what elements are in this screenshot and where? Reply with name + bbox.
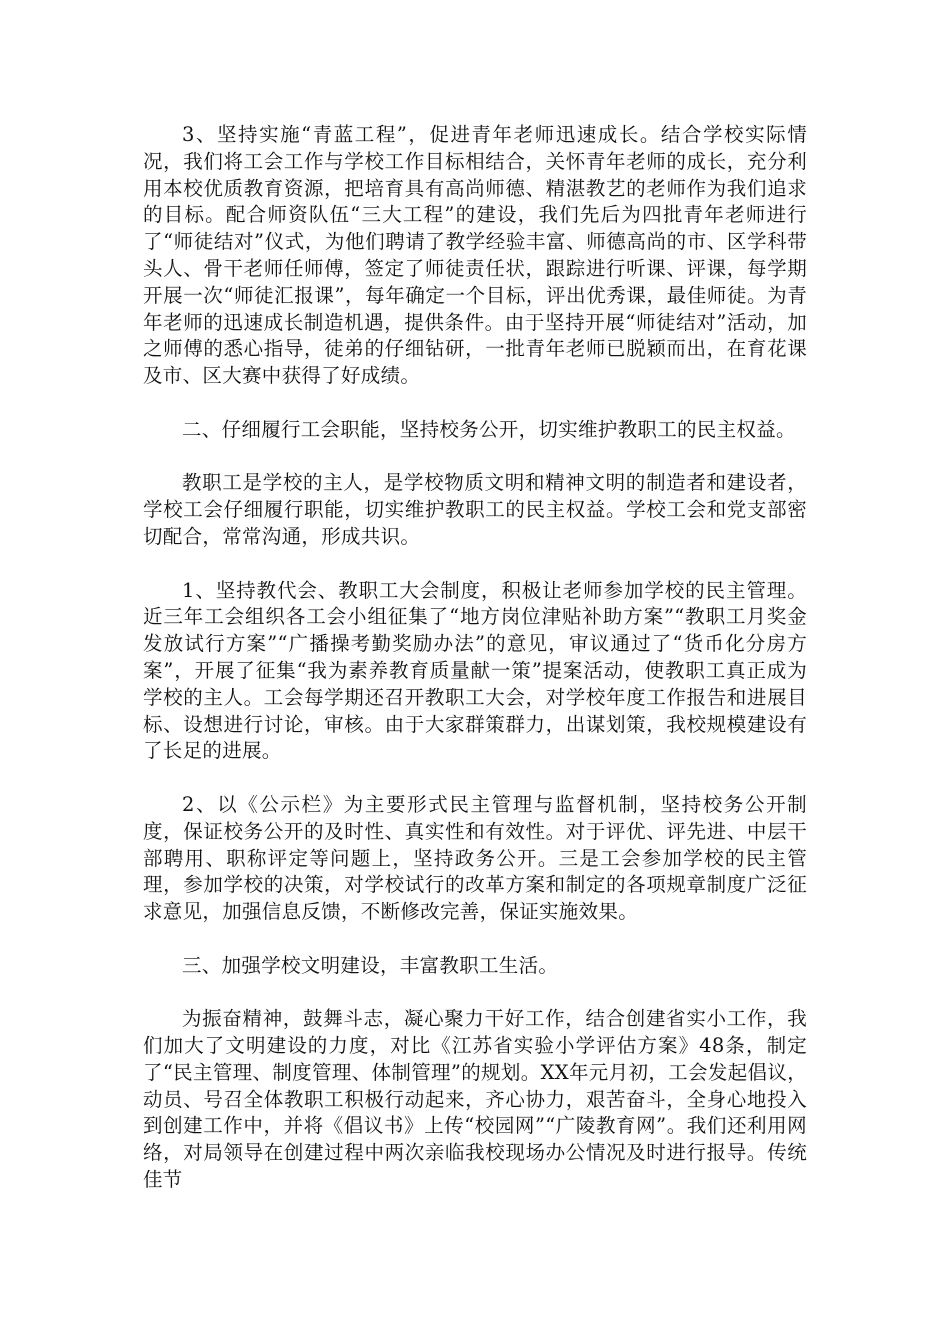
section-heading-civilization: 三、加强学校文明建设，丰富教职工生活。	[182, 953, 559, 977]
paragraph-staff-congress: 1、坚持教代会、教职工大会制度，积极让老师参加学校的民主管理。近三年工会组织各工会小组征集了“地方岗位津贴补助方案”“教职工月奖金发放试行方案”“广播操考勤奖励办法”的意见，审议通过了“货币化分房方案”，开展了征集“我为素养教育质量献一策”提案活动，使教职工真正成为学校的主人。工会每学期还召开教职工大会，对学校年度工作报告和进展目标、设想进行讨论，审核。由于大家群策群力，出谋划策，我校规模建设有了长足的进展。	[143, 578, 807, 763]
paragraph-civilization-building: 为振奋精神，鼓舞斗志，凝心聚力干好工作，结合创建省实小工作，我们加大了文明建设的力度，对比《江苏省实验小学评估方案》48条，制定了“民主管理、制度管理、体制管理”的规划。XX年元月初，工会发起倡议，动员、号召全体教职工积极行动起来，齐心协力，艰苦奋斗，全身心地投入到创建工作中，并将《倡议书》上传“校园网”“广陵教育网”。我们还利用网络，对局领导在创建过程中两次亲临我校现场办公情况及时进行报导。传统佳节	[143, 1007, 807, 1192]
section-heading-union-duties: 二、仔细履行工会职能，坚持校务公开，切实维护教职工的民主权益。	[182, 417, 796, 441]
document-page	[143, 122, 807, 1221]
paragraph-young-teachers: 3、坚持实施“青蓝工程”，促进青年老师迅速成长。结合学校实际情况，我们将工会工作与学校工作目标相结合，关怀青年老师的成长，充分利用本校优质教育资源，把培育具有高尚师德、精湛教艺的老师作为我们追求的目标。配合师资队伍“三大工程”的建设，我们先后为四批青年老师进行了“师徒结对”仪式，为他们聘请了教学经验丰富、师德高尚的市、区学科带头人、骨干老师任师傅，签定了师徒责任状，跟踪进行听课、评课，每学期开展一次“师徒汇报课”，每年确定一个目标，评出优秀课，最佳师徒。为青年老师的迅速成长制造机遇，提供条件。由于坚持开展“师徒结对”活动，加之师傅的悉心指导，徒弟的仔细钻研，一批青年老师已脱颖而出，在育花课及市、区大赛中获得了好成绩。	[143, 123, 807, 388]
paragraph-staff-rights: 教职工是学校的主人，是学校物质文明和精神文明的制造者和建设者，学校工会仔细履行职能，切实维护教职工的民主权益。学校工会和党支部密切配合，常常沟通，形成共识。	[143, 471, 807, 548]
paragraph-bulletin-board: 2、以《公示栏》为主要形式民主管理与监督机制，坚持校务公开制度，保证校务公开的及时性、真实性和有效性。对于评优、评先进、中层干部聘用、职称评定等问题上，坚持政务公开。三是工会参加学校的民主管理，参加学校的决策，对学校试行的改革方案和制定的各项规章制度广泛征求意见，加强信息反馈，不断修改完善，保证实施效果。	[143, 792, 807, 924]
